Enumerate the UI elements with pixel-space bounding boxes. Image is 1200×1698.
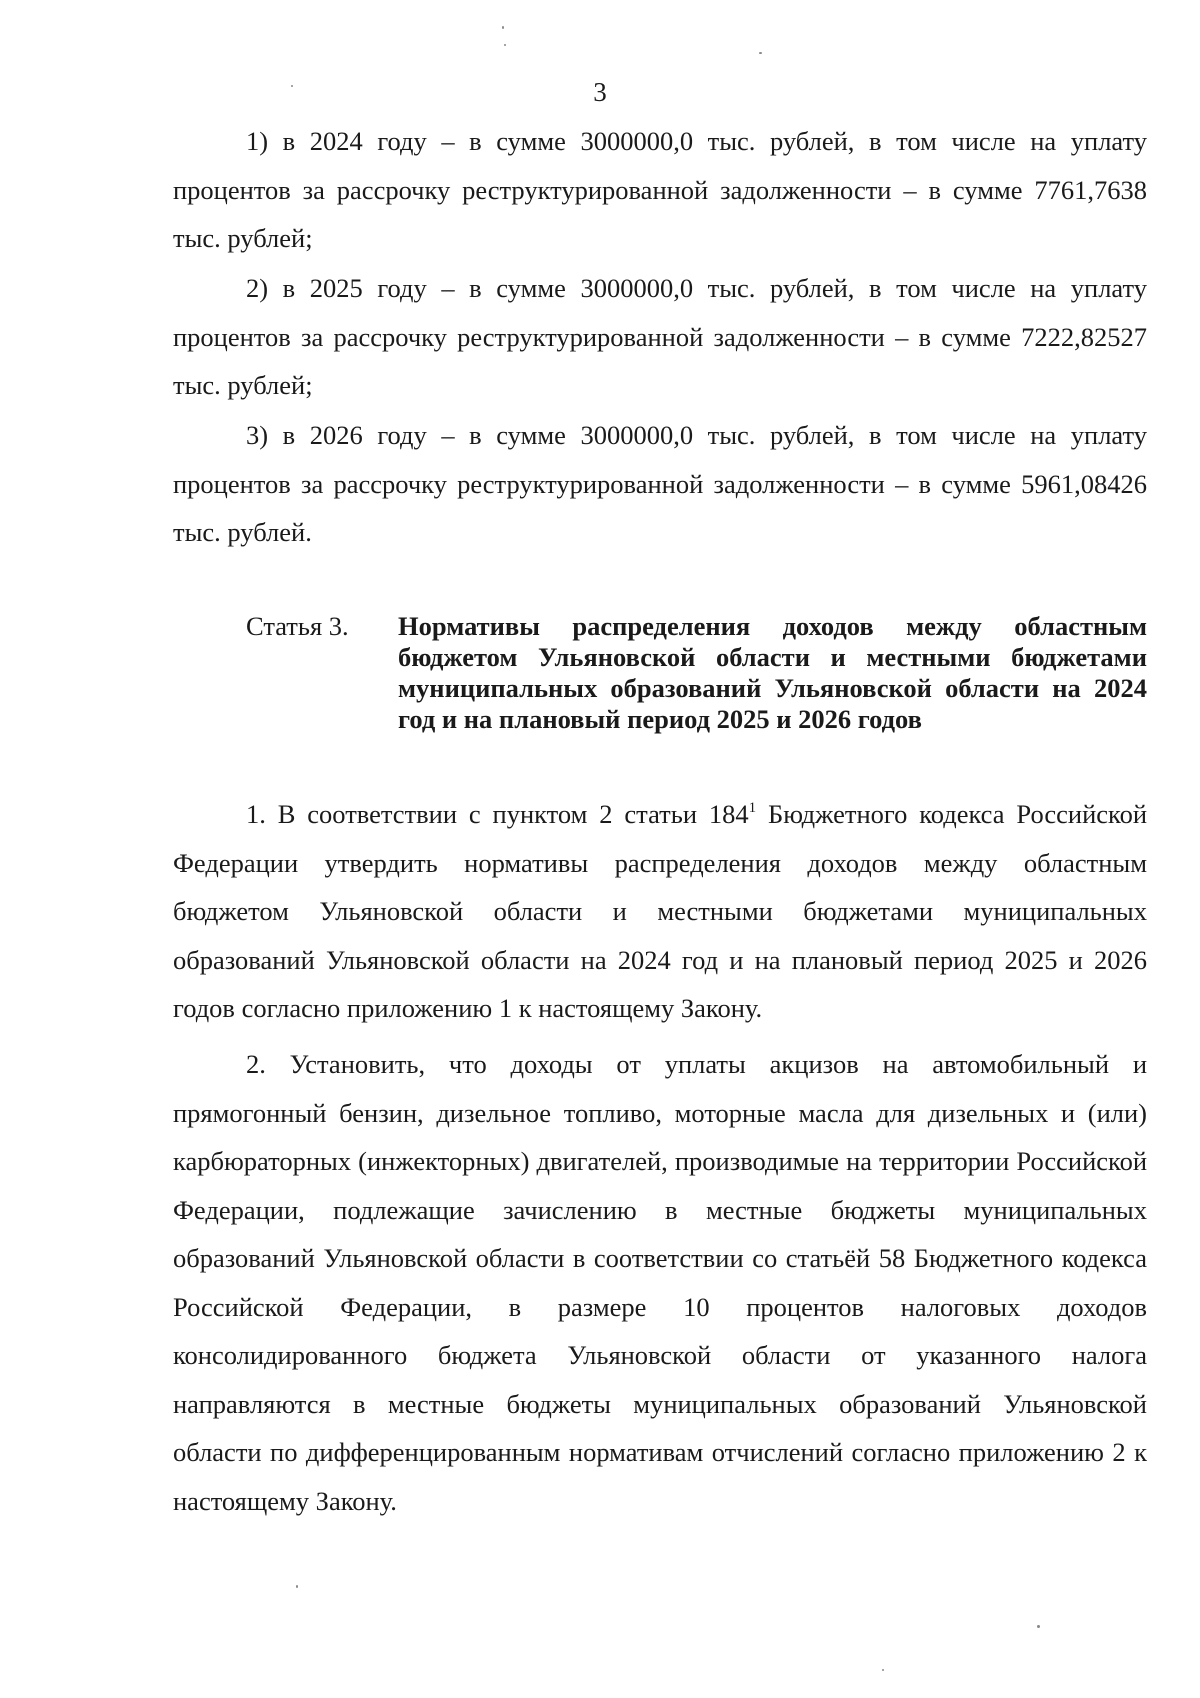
scan-speck: [759, 52, 762, 54]
list-item: 3) в 2026 году – в сумме 3000000,0 тыс. рублей, в том числе на уплату процентов за рассрочку реструктурированной задолженности – в сумме 5961,08426 тыс. рублей.: [173, 420, 1147, 547]
paragraph-text: Бюджетного кодекса Российской Федерации утвердить нормативы распределения доходов между областным бюджетом Ульяновской области и местными бюджетами муниципальных образований Ульяновской области на 2024 год и на плановый период 2025 и 2026 годов согласно приложению 1 к настоящему Закону.: [173, 799, 1148, 1023]
scan-speck: [296, 1585, 298, 1588]
list-item: 2) в 2025 году – в сумме 3000000,0 тыс. рублей, в том числе на уплату процентов за рассрочку реструктурированной задолженности – в сумме 7222,82527 тыс. рублей;: [173, 273, 1147, 400]
list-item: 1) в 2024 году – в сумме 3000000,0 тыс. рублей, в том числе на уплату процентов за рассрочку реструктурированной задолженности – в сумме 7761,7638 тыс. рублей;: [173, 126, 1147, 253]
superscript: 1: [748, 800, 757, 816]
scan-speck: [291, 85, 293, 87]
paragraph-text: 1. В соответствии с пунктом 2 статьи 184: [246, 799, 749, 829]
scan-speck: [882, 1669, 884, 1671]
article-label: Статья 3.: [246, 611, 349, 641]
article-title: Нормативы распределения доходов между областным бюджетом Ульяновской области и местными бюджетами муниципальных образований Ульяновской области на 2024 год и на плановый период 2025 и 2026 годов: [398, 611, 1147, 734]
page-number: 3: [593, 77, 607, 107]
scan-speck: [1037, 1625, 1040, 1628]
body-paragraph-2: 2. Установить, что доходы от уплаты акцизов на автомобильный и прямогонный бензин, дизельное топливо, моторные масла для дизельных и (или) карбюраторных (инжекторных) двигателей, производимые на территории Российской Федерации, подлежащие зачислению в местные бюджеты муниципальных образований Ульяновской области в соответствии со статьёй 58 Бюджетного кодекса Российской Федерации, в размере 10 процентов налоговых доходов консолидированного бюджета Ульяновской области от указанного налога направляются в местные бюджеты муниципальных образований Ульяновской области по дифференцированным нормативам отчислений согласно приложению 2 к настоящему Закону.: [173, 1049, 1147, 1516]
body-paragraph-1: [173, 790, 1147, 1033]
scan-speck: [502, 26, 504, 29]
scan-speck: [504, 44, 506, 46]
